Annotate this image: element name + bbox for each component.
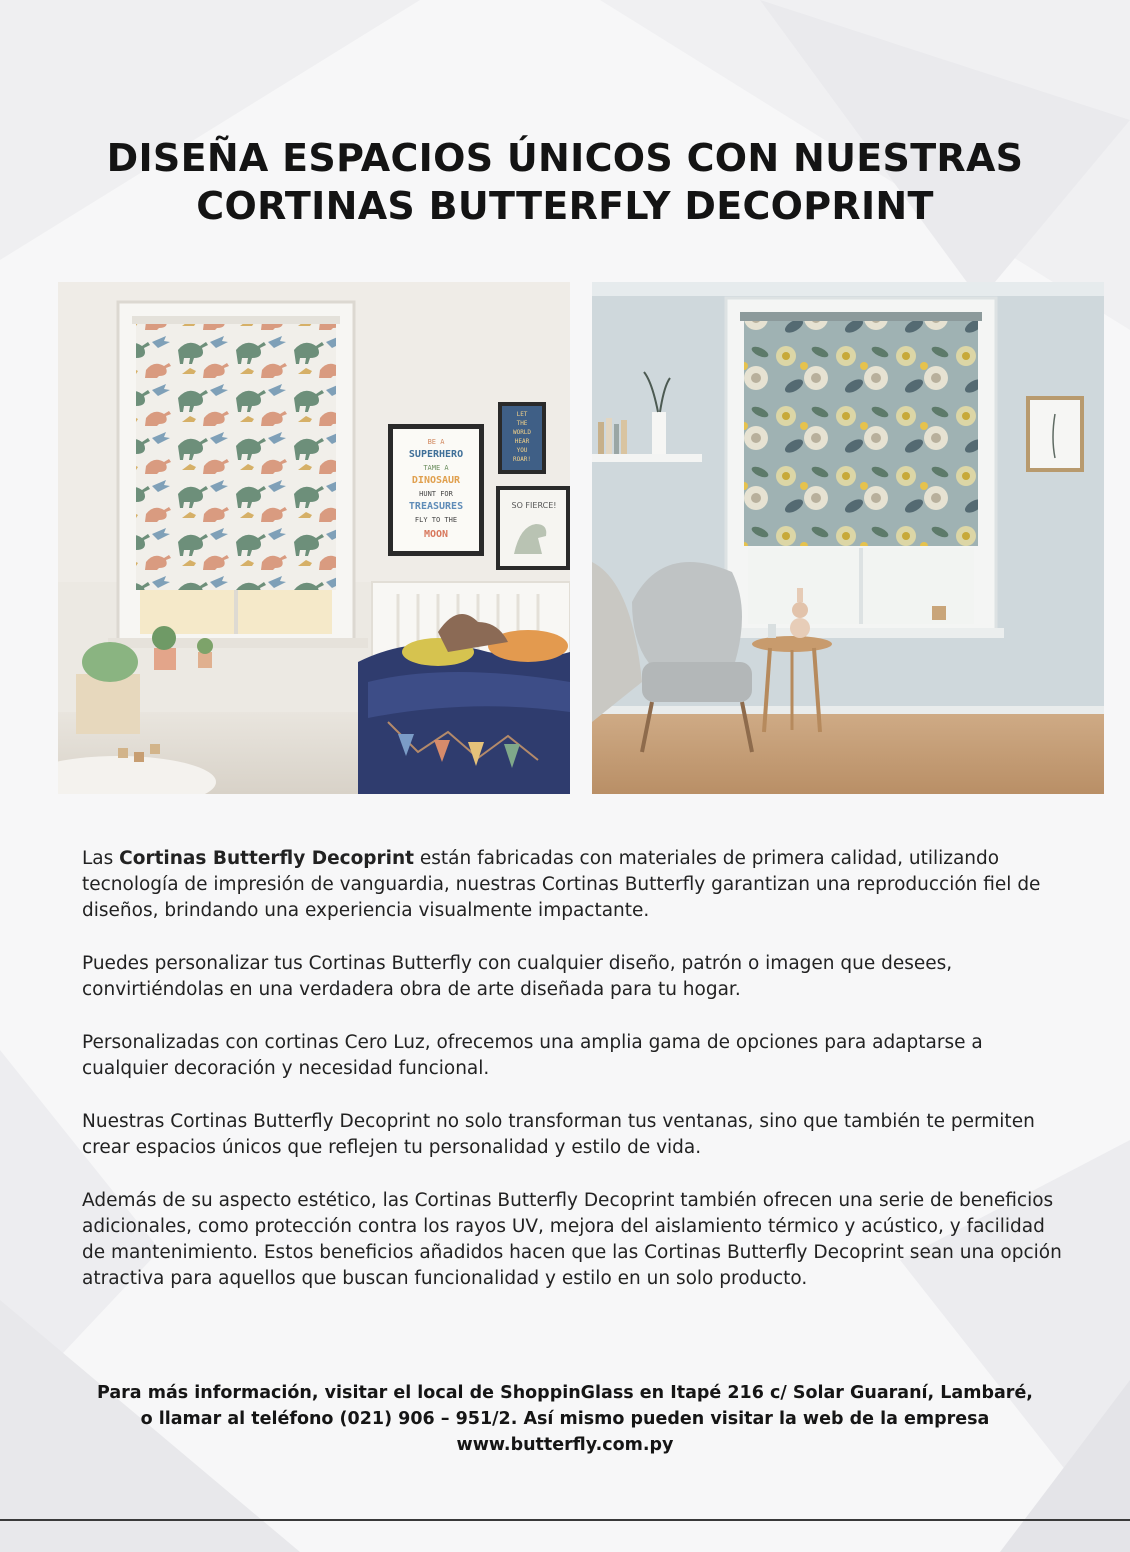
poster-superhero-line-7: FLY TO THE	[414, 516, 458, 524]
poster-fierce-text: SO FIERCE!	[511, 501, 557, 510]
contact-line-2: o llamar al teléfono (021) 906 – 951/2. Así mismo pueden visitar la web de la empresa	[140, 1409, 990, 1429]
poster-superhero-line-8: MOON	[423, 529, 449, 540]
poster-roar-line-2: THE	[516, 420, 528, 427]
article-body	[82, 846, 1072, 1319]
title-line-1: DISEÑA ESPACIOS ÚNICOS CON NUESTRAS	[106, 136, 1024, 180]
poster-superhero	[388, 424, 484, 556]
paragraph-2: Puedes personalizar tus Cortinas Butterfly con cualquier diseño, patrón o imagen que desees, convirtiéndolas en una verdadera obra de arte diseñada para tu hogar.	[82, 953, 953, 1000]
website-url: www.butterfly.com.py	[456, 1435, 674, 1455]
poster-fierce	[496, 486, 570, 570]
page-title	[60, 134, 1070, 230]
poster-roar-line-4: HEAR	[514, 438, 530, 445]
title-line-2: CORTINAS BUTTERFLY DECOPRINT	[196, 184, 934, 228]
poster-roar	[498, 402, 546, 474]
poster-superhero-line-5: HUNT FOR	[419, 490, 453, 498]
contact-line-1: Para más información, visitar el local de ShoppinGlass en Itapé 216 c/ Solar Guaraní, Lambaré,	[97, 1383, 1033, 1403]
paragraph-1	[82, 846, 1072, 924]
poster-roar-line-3: WORLD	[512, 429, 532, 436]
brand-highlight: Cortinas Butterfly Decoprint	[119, 848, 415, 869]
poster-roar-line-1: LET	[516, 411, 528, 418]
poster-superhero-line-1: BE A	[427, 438, 445, 446]
paragraph-4: Nuestras Cortinas Butterfly Decoprint no solo transforman tus ventanas, sino que también te permiten crear espacios únicos que reflejen tu personalidad y estilo de vida.	[82, 1111, 1035, 1158]
contact-info	[60, 1380, 1070, 1458]
paragraph-1-rest: están fabricadas con materiales de primera calidad, utilizando tecnología de impresión de vanguardia, nuestras Cortinas Butterfly garantizan una reproducción fiel de diseños, brindando una experiencia visualmente impactante.	[82, 848, 1041, 921]
poster-superhero-line-3: TAME A	[423, 464, 449, 472]
paragraph-5: Además de su aspecto estético, las Cortinas Butterfly Decoprint también ofrecen una serie de beneficios adicionales, como protección contra los rayos UV, mejora del aislamiento térmico y acústico, y facilidad de mantenimiento. Estos beneficios añadidos hacen que las Cortinas Butterfly Decoprint sean una opción atractiva para aquellos que buscan funcionalidad y estilo en un solo producto.	[82, 1190, 1062, 1289]
poster-superhero-line-4: DINOSAUR	[411, 475, 461, 486]
paragraph-3: Personalizadas con cortinas Cero Luz, ofrecemos una amplia gama de opciones para adaptarse a cualquier decoración y necesidad funcional.	[82, 1032, 983, 1079]
paragraph-1-prefix: Las	[82, 848, 120, 869]
bottom-divider	[0, 1519, 1130, 1521]
photo-dinosaur-blind-room	[58, 282, 570, 794]
poster-superhero-line-6: TREASURES	[408, 501, 464, 512]
poster-superhero-line-2: SUPERHERO	[408, 449, 464, 460]
photo-floral-blind-room	[592, 282, 1104, 794]
poster-roar-line-6: ROAR!	[512, 456, 532, 463]
poster-roar-line-5: YOU	[516, 447, 528, 454]
